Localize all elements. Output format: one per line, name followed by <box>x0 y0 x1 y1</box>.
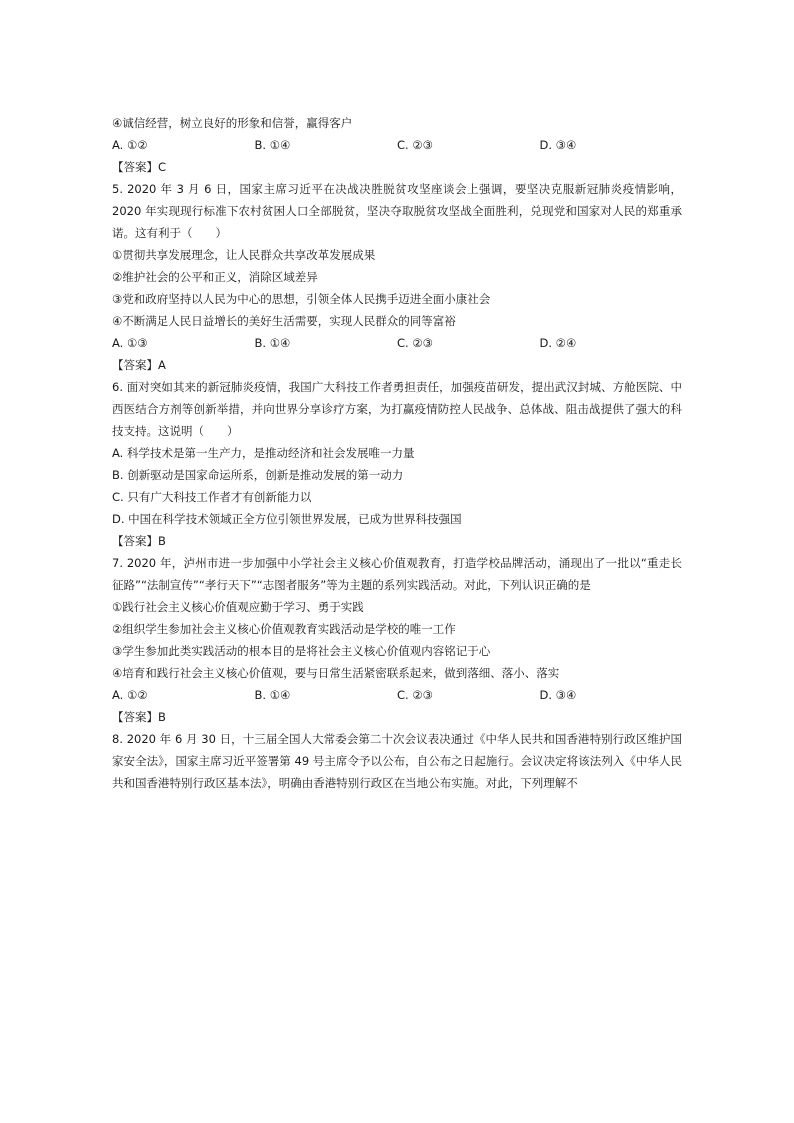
q4-option-d: D. ③④ <box>539 138 577 152</box>
q7-option-b: B. ①④ <box>254 688 291 702</box>
q5-item-2: ②维护社会的公平和正义，消除区域差异 <box>112 270 318 284</box>
q7-options <box>112 684 682 706</box>
q7-item-4: ④培育和践行社会主义核心价值观，要与日常生活紧密联系起来，做到落细、落小、落实 <box>112 666 560 680</box>
q4-option-c: C. ②③ <box>397 138 433 152</box>
q5-item-3: ③党和政府坚持以人民为中心的思想，引领全体人民携手迈进全面小康社会 <box>112 292 491 306</box>
document-page <box>112 112 682 794</box>
q7-stem: 7. 2020 年，泸州市进一步加强中小学社会主义核心价值观教育，打造学校品牌活动，涌现出了一批以“重走长征路”“法制宣传”“孝行天下”“志图者服务”等为主题的系列实践活动。对此，下列认识正确的是 <box>112 556 682 592</box>
q4-option-a: A. ①② <box>112 138 148 152</box>
q6-stem: 6. 面对突如其来的新冠肺炎疫情，我国广大科技工作者勇担责任，加强疫苗研发，提出武汉封城、方舱医院、中西医结合方剂等创新举措，并向世界分享诊疗方案，为打赢疫情防控人民战争、总体战、阻击战提供了强大的科技支持。这说明（ ） <box>112 380 682 438</box>
q5-option-c: C. ②③ <box>397 336 433 350</box>
q7-item-1: ①践行社会主义核心价值观应勤于学习、勇于实践 <box>112 600 364 614</box>
q7-answer: 【答案】B <box>112 710 166 724</box>
q7-item-3: ③学生参加此类实践活动的根本目的是将社会主义核心价值观内容铭记于心 <box>112 644 491 658</box>
q5-stem: 5. 2020 年 3 月 6 日，国家主席习近平在决战决胜脱贫攻坚座谈会上强调，要坚决克服新冠肺炎疫情影响，2020 年实现现行标准下农村贫困人口全部脱贫，坚决夺取脱贫攻坚战全面胜利，兑现党和国家对人民的郑重承诺。这有利于（ ） <box>112 182 682 240</box>
q4-item-4: ④诚信经营，树立良好的形象和信誉，赢得客户 <box>112 116 353 130</box>
q7-option-a: A. ①② <box>112 688 148 702</box>
q6-choice-c: C. 只有广大科技工作者才有创新能力以 <box>112 490 312 504</box>
q6-answer: 【答案】B <box>112 534 166 548</box>
q4-options <box>112 134 682 156</box>
q7-option-d: D. ③④ <box>539 688 577 702</box>
q5-item-4: ④不断满足人民日益增长的美好生活需要，实现人民群众的同等富裕 <box>112 314 456 328</box>
q6-choice-b: B. 创新驱动是国家命运所系，创新是推动发展的第一动力 <box>112 468 404 482</box>
q6-choice-a: A. 科学技术是第一生产力，是推动经济和社会发展唯一力量 <box>112 446 415 460</box>
q7-option-c: C. ②③ <box>397 688 433 702</box>
q5-option-a: A. ①③ <box>112 336 148 350</box>
q4-answer: 【答案】C <box>112 160 167 174</box>
q5-answer: 【答案】A <box>112 358 166 372</box>
q4-option-b: B. ①④ <box>254 138 291 152</box>
q7-item-2: ②组织学生参加社会主义核心价值观教育实践活动是学校的唯一工作 <box>112 622 456 636</box>
q5-option-d: D. ②④ <box>539 336 577 350</box>
q5-option-b: B. ①④ <box>254 336 291 350</box>
q8-stem: 8. 2020 年 6 月 30 日，十三届全国人大常委会第二十次会议表决通过《中华人民共和国香港特别行政区维护国家安全法》，国家主席习近平签署第 49 号主席令予以公布，自公布之日起施行。会议决定将该法列入《中华人民共和国香港特别行政区基本法》，明确由香港特别行政区在当地公布实施。对此，下列理解不 <box>112 732 682 790</box>
q5-options <box>112 332 682 354</box>
q5-item-1: ①贯彻共享发展理念，让人民群众共享改革发展成果 <box>112 248 376 262</box>
q6-choice-d: D. 中国在科学技术领域正全方位引领世界发展，已成为世界科技强国 <box>112 512 462 526</box>
